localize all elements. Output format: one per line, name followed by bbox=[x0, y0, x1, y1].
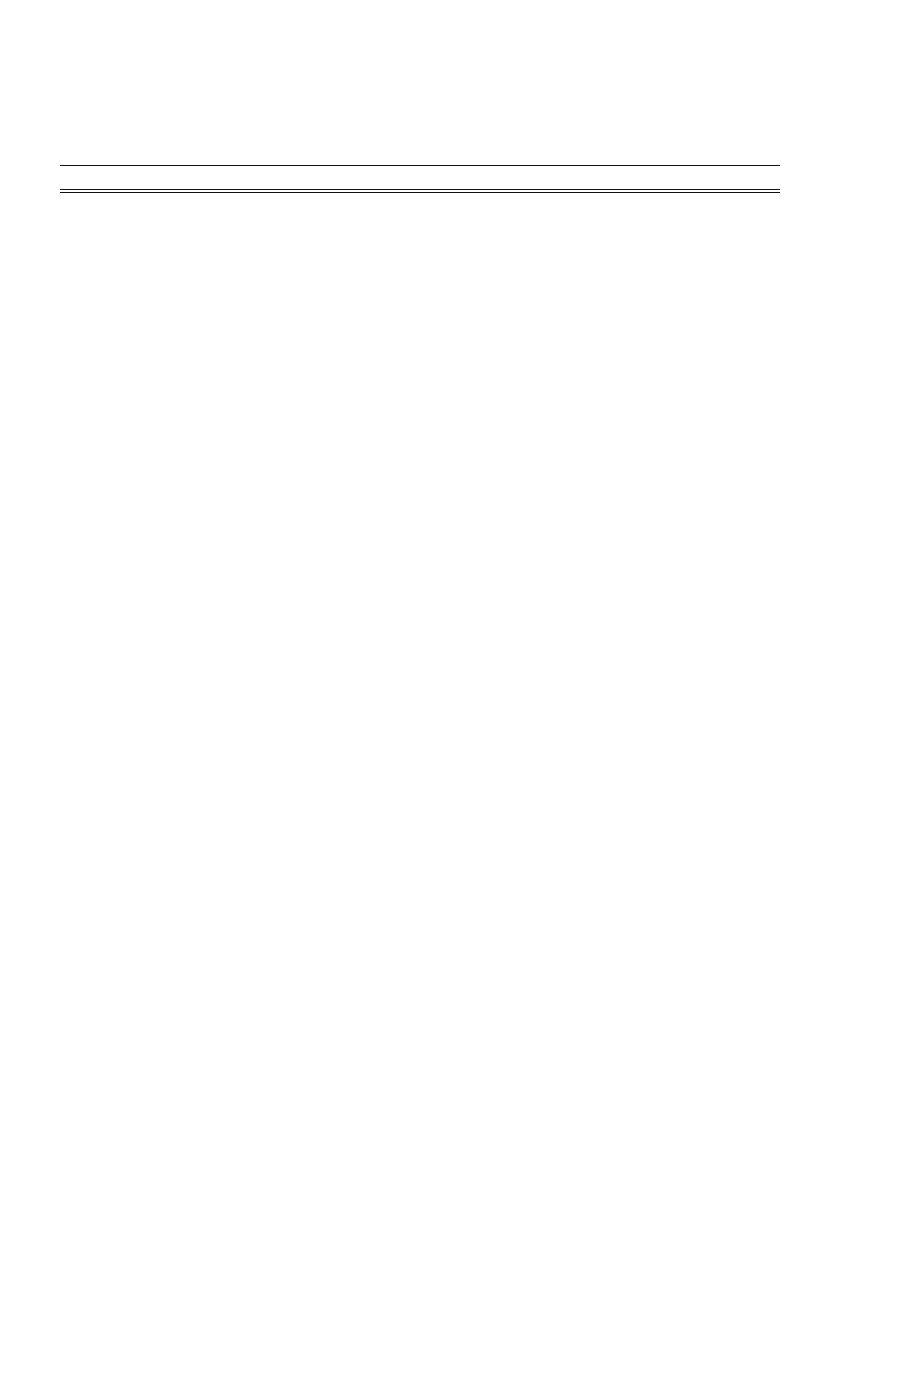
header-bottom-rule bbox=[60, 189, 780, 190]
table-header bbox=[0, 170, 900, 186]
header-bottom-rule-2 bbox=[60, 192, 780, 193]
header-top-rule bbox=[60, 165, 780, 166]
